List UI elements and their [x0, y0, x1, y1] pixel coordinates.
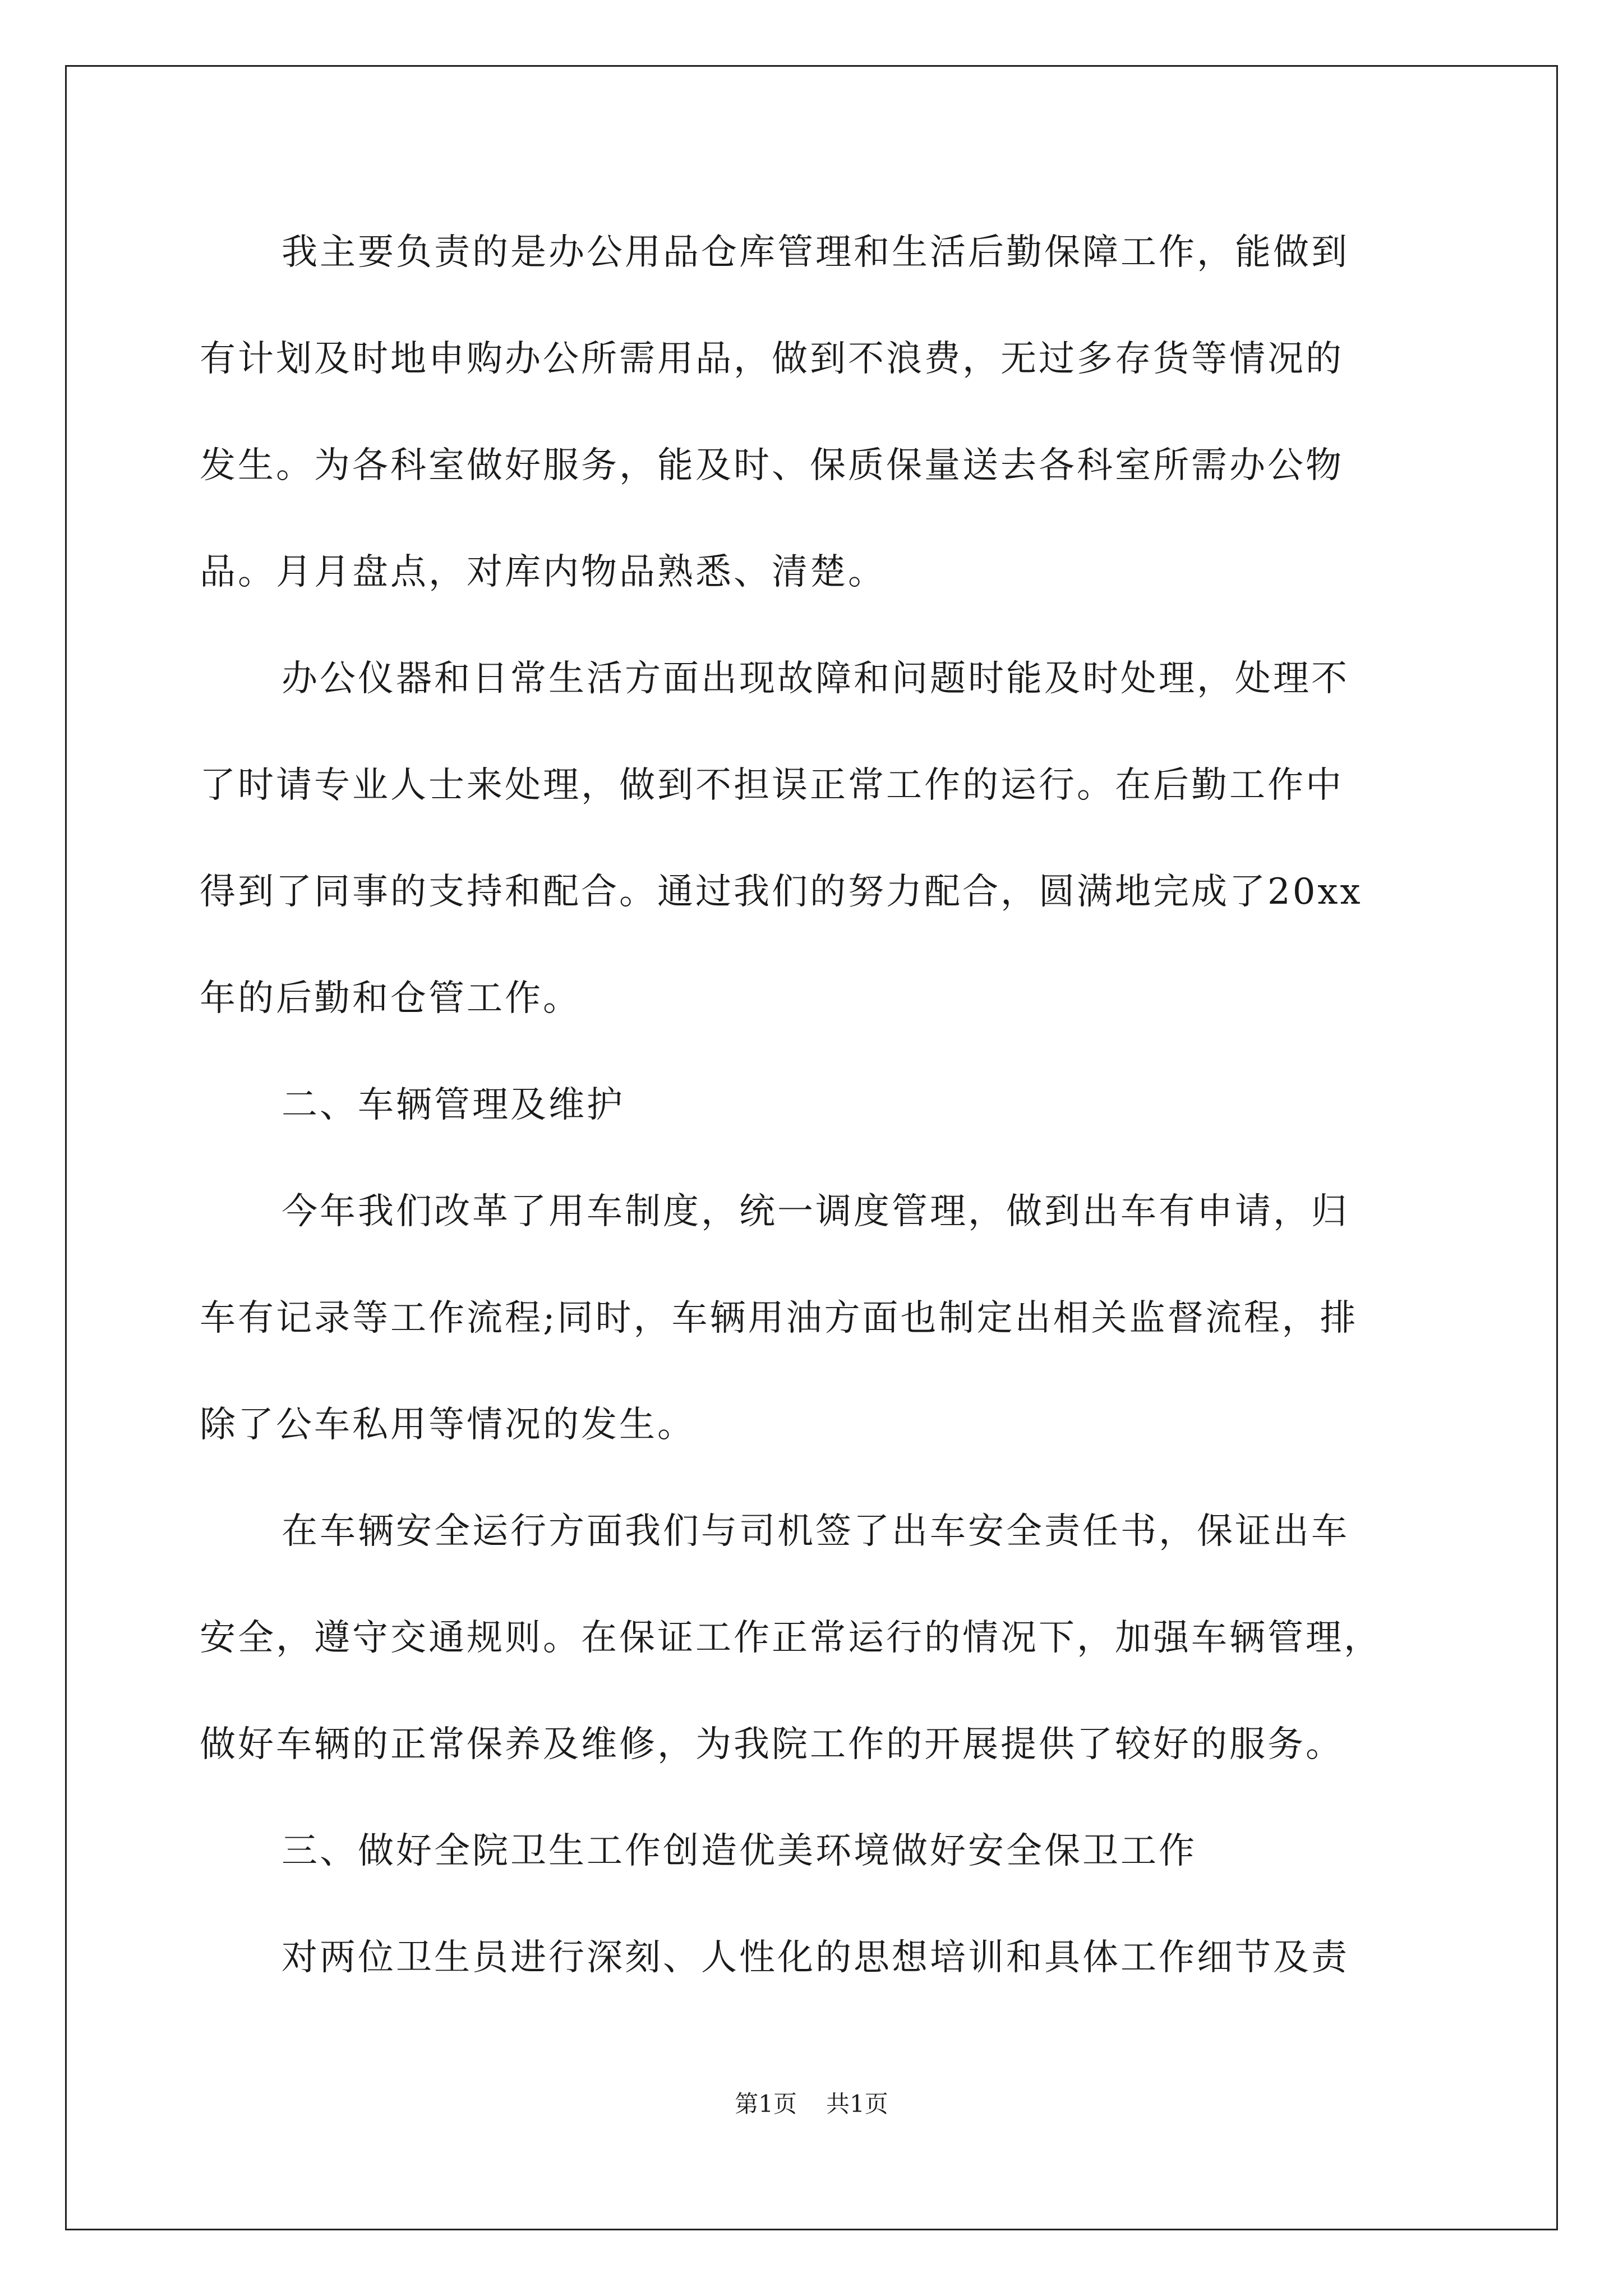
paragraph-2-line-1: 办公仪器和日常生活方面出现故障和问题时能及时处理，处理不 — [282, 658, 1349, 700]
page-total: 共1页 — [826, 2090, 888, 2118]
paragraph-1-line-2: 有计划及时地申购办公所需用品，做到不浪费，无过多存货等情况的 — [200, 338, 1344, 380]
paragraph-2-line-3: 得到了同事的支持和配合。通过我们的努力配合，圆满地完成了20xx — [200, 871, 1363, 913]
paragraph-3-line-1: 今年我们改革了用车制度，统一调度管理，做到出车有申请，归 — [282, 1191, 1349, 1232]
paragraph-1-line-4: 品。月月盘点，对库内物品熟悉、清楚。 — [200, 551, 886, 593]
paragraph-4-line-1: 在车辆安全运行方面我们与司机签了出车安全责任书，保证出车 — [282, 1511, 1349, 1552]
paragraph-4-line-3: 做好车辆的正常保养及维修，为我院工作的开展提供了较好的服务。 — [200, 1724, 1344, 1765]
paragraph-4-line-2: 安全，遵守交通规则。在保证工作正常运行的情况下，加强车辆管理， — [200, 1617, 1382, 1659]
paragraph-1-line-3: 发生。为各科室做好服务，能及时、保质保量送去各科室所需办公物 — [200, 445, 1344, 486]
section-heading-vehicle: 二、车辆管理及维护 — [282, 1084, 625, 1126]
paragraph-3-line-3: 除了公车私用等情况的发生。 — [200, 1404, 695, 1446]
page-footer — [0, 2092, 1623, 2116]
paragraph-3-line-2: 车有记录等工作流程;同时，车辆用油方面也制定出相关监督流程，排 — [200, 1297, 1358, 1339]
page-number: 第1页 — [735, 2090, 797, 2118]
paragraph-5-line-1: 对两位卫生员进行深刻、人性化的思想培训和具体工作细节及责 — [282, 1937, 1349, 1978]
paragraph-2-line-2: 了时请专业人士来处理，做到不担误正常工作的运行。在后勤工作中 — [200, 765, 1344, 806]
section-heading-hygiene: 三、做好全院卫生工作创造优美环境做好安全保卫工作 — [282, 1830, 1197, 1872]
paragraph-1-line-1: 我主要负责的是办公用品仓库管理和生活后勤保障工作，能做到 — [282, 232, 1349, 273]
page-border — [65, 65, 1558, 2230]
paragraph-2-line-4: 年的后勤和仓管工作。 — [200, 978, 581, 1019]
